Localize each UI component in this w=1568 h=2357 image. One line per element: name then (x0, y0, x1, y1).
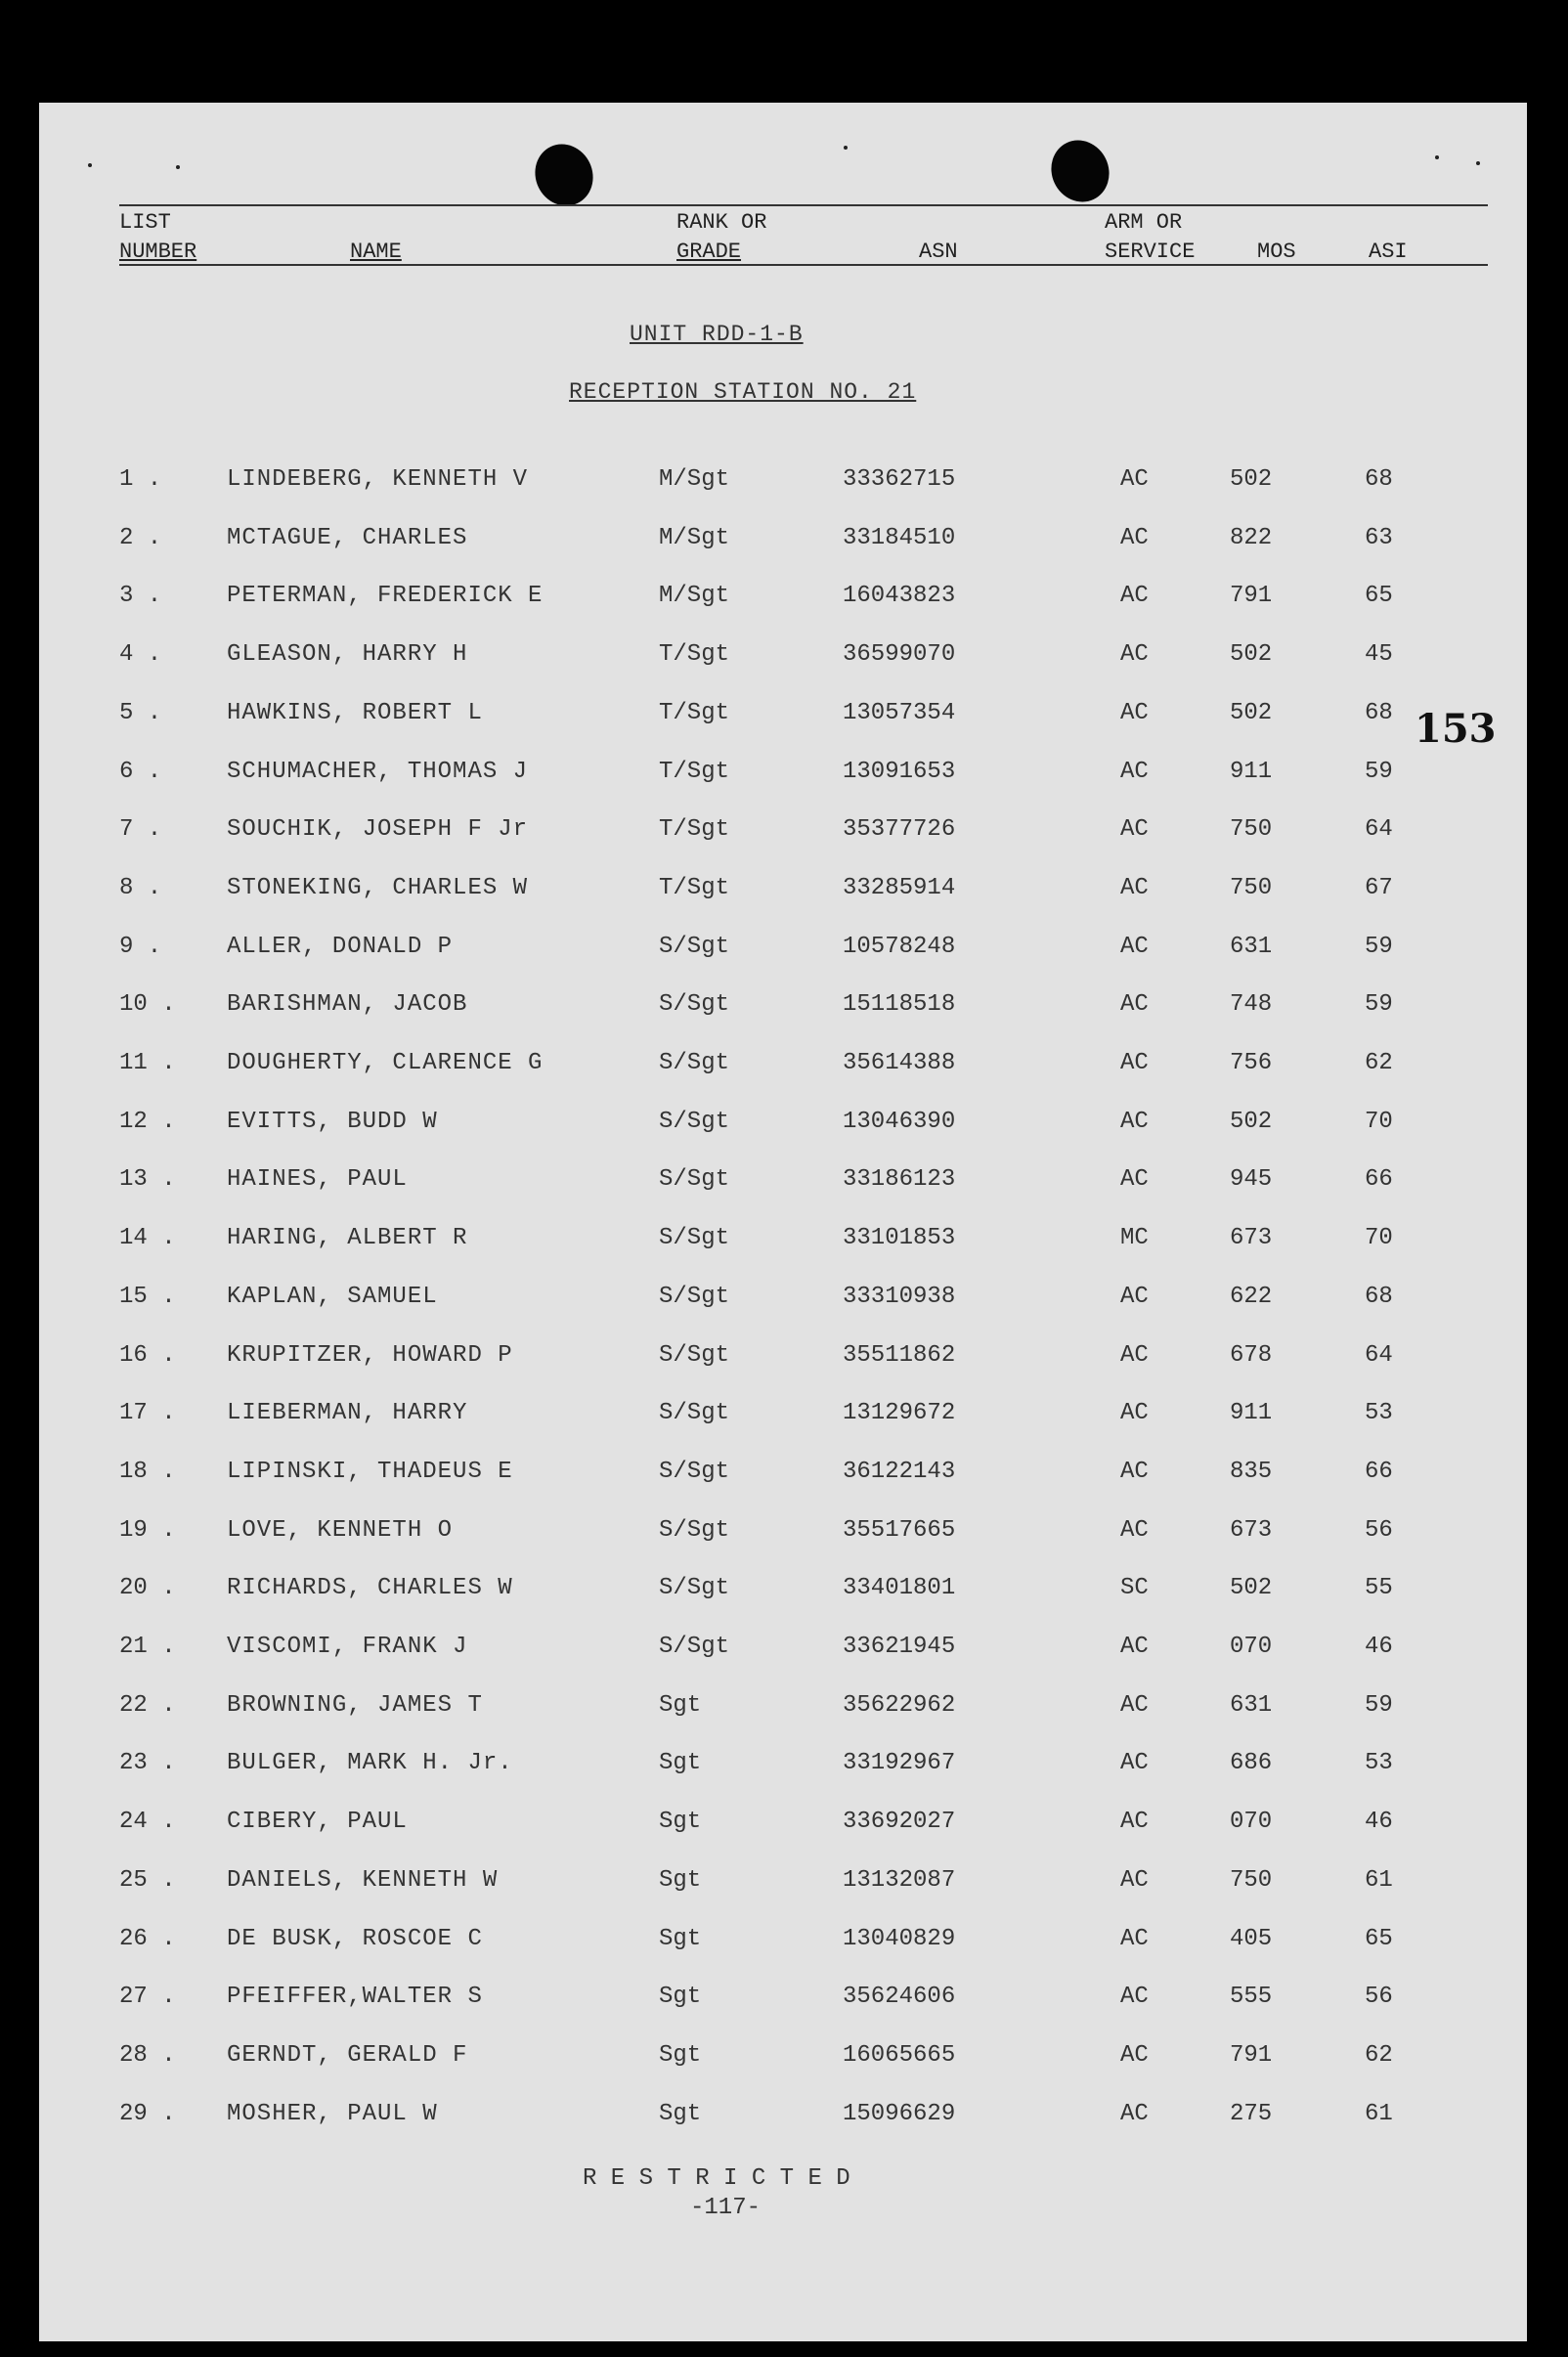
station-heading: RECEPTION STATION NO. 21 (569, 379, 917, 405)
cell-num: 6 . (119, 758, 162, 785)
cell-mos: 405 (1230, 1925, 1273, 1952)
cell-asn: 15118518 (843, 991, 956, 1019)
cell-mos: 911 (1230, 758, 1273, 785)
header-list-number (119, 208, 196, 267)
header-name (350, 238, 402, 267)
cell-asr: 59 (1365, 933, 1393, 960)
cell-num: 18 . (119, 1458, 176, 1485)
cell-asn: 33285914 (843, 874, 956, 901)
cell-asn: 35377726 (843, 816, 956, 844)
dust-speck (1476, 161, 1480, 165)
cell-asr: 53 (1365, 1750, 1393, 1777)
cell-grade: Sgt (659, 2041, 702, 2069)
cell-name: LIPINSKI, THADEUS E (227, 1458, 513, 1485)
punch-hole (525, 135, 603, 216)
cell-arm: AC (1120, 524, 1149, 551)
cell-mos: 945 (1230, 1166, 1273, 1194)
cell-asn: 35622962 (843, 1691, 956, 1719)
cell-grade: Sgt (659, 2100, 702, 2127)
cell-asn: 10578248 (843, 933, 956, 960)
header-grade-label: GRADE (676, 240, 742, 264)
cell-grade: Sgt (659, 1925, 702, 1952)
cell-grade: M/Sgt (659, 466, 730, 493)
cell-asr: 56 (1365, 1984, 1393, 2011)
cell-num: 3 . (119, 583, 162, 610)
cell-mos: 502 (1230, 641, 1273, 669)
cell-grade: S/Sgt (659, 1516, 730, 1544)
cell-name: HARING, ALBERT R (227, 1225, 468, 1252)
cell-arm: AC (1120, 1108, 1149, 1135)
table-row (39, 700, 1527, 739)
table-row (39, 1400, 1527, 1439)
cell-arm: AC (1120, 1925, 1149, 1952)
cell-mos: 502 (1230, 699, 1273, 726)
header-asn-label: ASN (919, 240, 958, 264)
cell-asr: 66 (1365, 1458, 1393, 1485)
cell-arm: AC (1120, 583, 1149, 610)
cell-mos: 791 (1230, 583, 1273, 610)
header-asr (1369, 238, 1408, 267)
cell-grade: S/Sgt (659, 991, 730, 1019)
cell-arm: AC (1120, 466, 1149, 493)
cell-name: GERNDT, GERALD F (227, 2041, 468, 2069)
cell-name: CIBERY, PAUL (227, 1809, 408, 1836)
header-asr-label: ASI (1369, 240, 1408, 264)
cell-name: MOSHER, PAUL W (227, 2100, 438, 2127)
cell-num: 25 . (119, 1866, 176, 1894)
cell-asr: 64 (1365, 1341, 1393, 1369)
cell-arm: AC (1120, 1516, 1149, 1544)
cell-grade: Sgt (659, 1809, 702, 1836)
cell-num: 10 . (119, 991, 176, 1019)
cell-grade: S/Sgt (659, 1400, 730, 1427)
table-row (39, 1867, 1527, 1906)
cell-num: 16 . (119, 1341, 176, 1369)
cell-arm: AC (1120, 1458, 1149, 1485)
table-row (39, 1517, 1527, 1556)
cell-asn: 33362715 (843, 466, 956, 493)
cell-grade: M/Sgt (659, 524, 730, 551)
cell-num: 8 . (119, 874, 162, 901)
cell-num: 22 . (119, 1691, 176, 1719)
cell-asn: 35511862 (843, 1341, 956, 1369)
cell-asr: 59 (1365, 1691, 1393, 1719)
cell-name: STONEKING, CHARLES W (227, 874, 529, 901)
table-row (39, 991, 1527, 1030)
cell-asn: 33401801 (843, 1575, 956, 1602)
header-list-label: LIST (119, 210, 171, 235)
cell-name: PETERMAN, FREDERICK E (227, 583, 544, 610)
cell-asr: 45 (1365, 641, 1393, 669)
cell-grade: T/Sgt (659, 699, 730, 726)
cell-mos: 756 (1230, 1050, 1273, 1076)
table-row (39, 1284, 1527, 1323)
cell-asr: 66 (1365, 1166, 1393, 1194)
cell-asn: 16043823 (843, 583, 956, 610)
cell-num: 4 . (119, 641, 162, 669)
cell-mos: 622 (1230, 1283, 1273, 1310)
cell-name: PFEIFFER,WALTER S (227, 1984, 483, 2011)
cell-mos: 822 (1230, 524, 1273, 551)
cell-name: SCHUMACHER, THOMAS J (227, 758, 529, 785)
cell-mos: 631 (1230, 933, 1273, 960)
cell-name: DOUGHERTY, CLARENCE G (227, 1050, 544, 1076)
side-stamp-number: 153 (1415, 706, 1497, 752)
cell-arm: AC (1120, 2100, 1149, 2127)
cell-mos: 791 (1230, 2041, 1273, 2069)
cell-mos: 678 (1230, 1341, 1273, 1369)
header-rank (676, 208, 766, 267)
cell-arm: AC (1120, 1166, 1149, 1194)
cell-asn: 15096629 (843, 2100, 956, 2127)
cell-arm: AC (1120, 758, 1149, 785)
table-row (39, 1342, 1527, 1381)
cell-name: GLEASON, HARRY H (227, 641, 468, 669)
table-row (39, 1575, 1527, 1614)
cell-mos: 835 (1230, 1458, 1273, 1485)
cell-asr: 68 (1365, 1283, 1393, 1310)
table-row (39, 1692, 1527, 1731)
header-arm-label: ARM OR (1105, 210, 1183, 235)
dust-speck (1435, 155, 1439, 159)
cell-name: SOUCHIK, JOSEPH F Jr (227, 816, 529, 844)
cell-mos: 502 (1230, 1575, 1273, 1602)
table-row (39, 2042, 1527, 2081)
cell-arm: SC (1120, 1575, 1149, 1602)
cell-num: 23 . (119, 1750, 176, 1777)
dust-speck (88, 163, 92, 167)
cell-asn: 35614388 (843, 1050, 956, 1076)
cell-num: 20 . (119, 1575, 176, 1602)
cell-name: HAINES, PAUL (227, 1166, 408, 1194)
cell-asn: 36122143 (843, 1458, 956, 1485)
cell-name: RICHARDS, CHARLES W (227, 1575, 513, 1602)
cell-name: BULGER, MARK H. Jr. (227, 1750, 513, 1777)
cell-name: LOVE, KENNETH O (227, 1516, 454, 1544)
cell-name: DANIELS, KENNETH W (227, 1866, 499, 1894)
cell-asr: 67 (1365, 874, 1393, 901)
header-number-label: NUMBER (119, 240, 197, 264)
cell-arm: AC (1120, 1984, 1149, 2011)
cell-name: DE BUSK, ROSCOE C (227, 1925, 483, 1952)
cell-grade: Sgt (659, 1691, 702, 1719)
cell-mos: 070 (1230, 1809, 1273, 1836)
cell-grade: M/Sgt (659, 583, 730, 610)
table-row (39, 1225, 1527, 1264)
header-asn (919, 238, 958, 267)
cell-name: KAPLAN, SAMUEL (227, 1283, 438, 1310)
unit-heading: UNIT RDD-1-B (630, 322, 804, 347)
table-row (39, 1750, 1527, 1789)
cell-asr: 59 (1365, 758, 1393, 785)
table-row (39, 466, 1527, 505)
table-row (39, 759, 1527, 798)
cell-asn: 33192967 (843, 1750, 956, 1777)
cell-arm: AC (1120, 1809, 1149, 1836)
header-rank-label: RANK OR (676, 210, 767, 235)
table-row (39, 1634, 1527, 1673)
cell-asn: 33692027 (843, 1809, 956, 1836)
cell-num: 5 . (119, 699, 162, 726)
cell-grade: S/Sgt (659, 1458, 730, 1485)
cell-mos: 750 (1230, 816, 1273, 844)
cell-num: 17 . (119, 1400, 176, 1427)
cell-asr: 65 (1365, 1925, 1393, 1952)
cell-asn: 33184510 (843, 524, 956, 551)
cell-asr: 53 (1365, 1400, 1393, 1427)
punch-hole (1041, 131, 1119, 212)
cell-asn: 36599070 (843, 641, 956, 669)
cell-num: 19 . (119, 1516, 176, 1544)
cell-asr: 64 (1365, 816, 1393, 844)
cell-mos: 911 (1230, 1400, 1273, 1427)
cell-arm: AC (1120, 933, 1149, 960)
cell-asr: 68 (1365, 466, 1393, 493)
cell-num: 13 . (119, 1166, 176, 1194)
table-row (39, 641, 1527, 680)
cell-asn: 13129672 (843, 1400, 956, 1427)
cell-grade: T/Sgt (659, 758, 730, 785)
cell-asr: 61 (1365, 2100, 1393, 2127)
cell-asr: 70 (1365, 1225, 1393, 1252)
cell-mos: 748 (1230, 991, 1273, 1019)
cell-arm: AC (1120, 1634, 1149, 1660)
table-row (39, 2101, 1527, 2140)
cell-asr: 55 (1365, 1575, 1393, 1602)
cell-mos: 686 (1230, 1750, 1273, 1777)
header-rule-top (119, 204, 1488, 206)
cell-num: 7 . (119, 816, 162, 844)
cell-name: HAWKINS, ROBERT L (227, 699, 483, 726)
cell-num: 14 . (119, 1225, 176, 1252)
header-mos (1257, 238, 1296, 267)
cell-mos: 502 (1230, 466, 1273, 493)
cell-asn: 35517665 (843, 1516, 956, 1544)
cell-arm: AC (1120, 991, 1149, 1019)
cell-asn: 13057354 (843, 699, 956, 726)
table-row (39, 1459, 1527, 1498)
cell-name: ALLER, DONALD P (227, 933, 454, 960)
cell-num: 28 . (119, 2041, 176, 2069)
table-row (39, 875, 1527, 914)
cell-asr: 62 (1365, 1050, 1393, 1076)
cell-num: 24 . (119, 1809, 176, 1836)
cell-arm: AC (1120, 1341, 1149, 1369)
cell-arm: AC (1120, 2041, 1149, 2069)
cell-asn: 13091653 (843, 758, 956, 785)
cell-arm: AC (1120, 1400, 1149, 1427)
cell-num: 11 . (119, 1050, 176, 1076)
cell-arm: AC (1120, 874, 1149, 901)
cell-asr: 62 (1365, 2041, 1393, 2069)
cell-name: KRUPITZER, HOWARD P (227, 1341, 513, 1369)
cell-name: VISCOMI, FRANK J (227, 1634, 468, 1660)
cell-arm: AC (1120, 816, 1149, 844)
cell-asr: 63 (1365, 524, 1393, 551)
cell-name: BARISHMAN, JACOB (227, 991, 468, 1019)
cell-name: LIEBERMAN, HARRY (227, 1400, 468, 1427)
cell-grade: S/Sgt (659, 933, 730, 960)
cell-asn: 33310938 (843, 1283, 956, 1310)
cell-asr: 59 (1365, 991, 1393, 1019)
cell-grade: S/Sgt (659, 1341, 730, 1369)
cell-grade: S/Sgt (659, 1634, 730, 1660)
cell-num: 2 . (119, 524, 162, 551)
cell-num: 9 . (119, 933, 162, 960)
cell-grade: T/Sgt (659, 816, 730, 844)
cell-asr: 46 (1365, 1809, 1393, 1836)
cell-asn: 16065665 (843, 2041, 956, 2069)
cell-asr: 56 (1365, 1516, 1393, 1544)
dust-speck (844, 146, 848, 150)
document-page (39, 103, 1527, 2341)
cell-asn: 35624606 (843, 1984, 956, 2011)
cell-arm: AC (1120, 1691, 1149, 1719)
cell-num: 12 . (119, 1108, 176, 1135)
table-row (39, 1050, 1527, 1089)
cell-arm: MC (1120, 1225, 1149, 1252)
cell-num: 21 . (119, 1634, 176, 1660)
cell-name: LINDEBERG, KENNETH V (227, 466, 529, 493)
cell-mos: 673 (1230, 1225, 1273, 1252)
cell-grade: S/Sgt (659, 1575, 730, 1602)
cell-grade: S/Sgt (659, 1166, 730, 1194)
cell-grade: Sgt (659, 1984, 702, 2011)
header-rule-bottom (119, 264, 1488, 266)
table-row (39, 525, 1527, 564)
cell-asn: 33621945 (843, 1634, 956, 1660)
cell-grade: S/Sgt (659, 1050, 730, 1076)
restricted-label: R E S T R I C T E D (583, 2165, 850, 2192)
cell-mos: 275 (1230, 2100, 1273, 2127)
cell-mos: 631 (1230, 1691, 1273, 1719)
cell-grade: S/Sgt (659, 1283, 730, 1310)
table-row (39, 1926, 1527, 1965)
cell-asr: 68 (1365, 699, 1393, 726)
cell-arm: AC (1120, 641, 1149, 669)
cell-grade: S/Sgt (659, 1225, 730, 1252)
header-service-label: SERVICE (1105, 240, 1196, 264)
cell-mos: 555 (1230, 1984, 1273, 2011)
cell-asr: 70 (1365, 1108, 1393, 1135)
cell-asn: 33101853 (843, 1225, 956, 1252)
cell-asn: 13132087 (843, 1866, 956, 1894)
cell-num: 15 . (119, 1283, 176, 1310)
cell-name: MCTAGUE, CHARLES (227, 524, 468, 551)
cell-mos: 673 (1230, 1516, 1273, 1544)
cell-asr: 61 (1365, 1866, 1393, 1894)
cell-grade: Sgt (659, 1750, 702, 1777)
cell-grade: T/Sgt (659, 874, 730, 901)
cell-mos: 750 (1230, 1866, 1273, 1894)
cell-asr: 65 (1365, 583, 1393, 610)
page-number: -117- (690, 2195, 762, 2221)
cell-asn: 13046390 (843, 1108, 956, 1135)
cell-mos: 502 (1230, 1108, 1273, 1135)
cell-asr: 46 (1365, 1634, 1393, 1660)
cell-asn: 33186123 (843, 1166, 956, 1194)
cell-asn: 13040829 (843, 1925, 956, 1952)
cell-num: 26 . (119, 1925, 176, 1952)
header-mos-label: MOS (1257, 240, 1296, 264)
cell-num: 1 . (119, 466, 162, 493)
cell-arm: AC (1120, 699, 1149, 726)
table-row (39, 1109, 1527, 1148)
cell-num: 29 . (119, 2100, 176, 2127)
cell-grade: Sgt (659, 1866, 702, 1894)
cell-num: 27 . (119, 1984, 176, 2011)
cell-name: EVITTS, BUDD W (227, 1108, 438, 1135)
header-name-label: NAME (350, 240, 402, 264)
cell-grade: S/Sgt (659, 1108, 730, 1135)
table-row (39, 934, 1527, 973)
cell-name: BROWNING, JAMES T (227, 1691, 483, 1719)
dust-speck (176, 165, 180, 169)
table-row (39, 1984, 1527, 2023)
cell-mos: 750 (1230, 874, 1273, 901)
cell-grade: T/Sgt (659, 641, 730, 669)
header-arm (1105, 208, 1195, 267)
table-row (39, 583, 1527, 622)
table-row (39, 816, 1527, 855)
cell-arm: AC (1120, 1283, 1149, 1310)
cell-arm: AC (1120, 1050, 1149, 1076)
table-row (39, 1809, 1527, 1848)
cell-mos: 070 (1230, 1634, 1273, 1660)
cell-arm: AC (1120, 1866, 1149, 1894)
cell-arm: AC (1120, 1750, 1149, 1777)
table-row (39, 1166, 1527, 1205)
